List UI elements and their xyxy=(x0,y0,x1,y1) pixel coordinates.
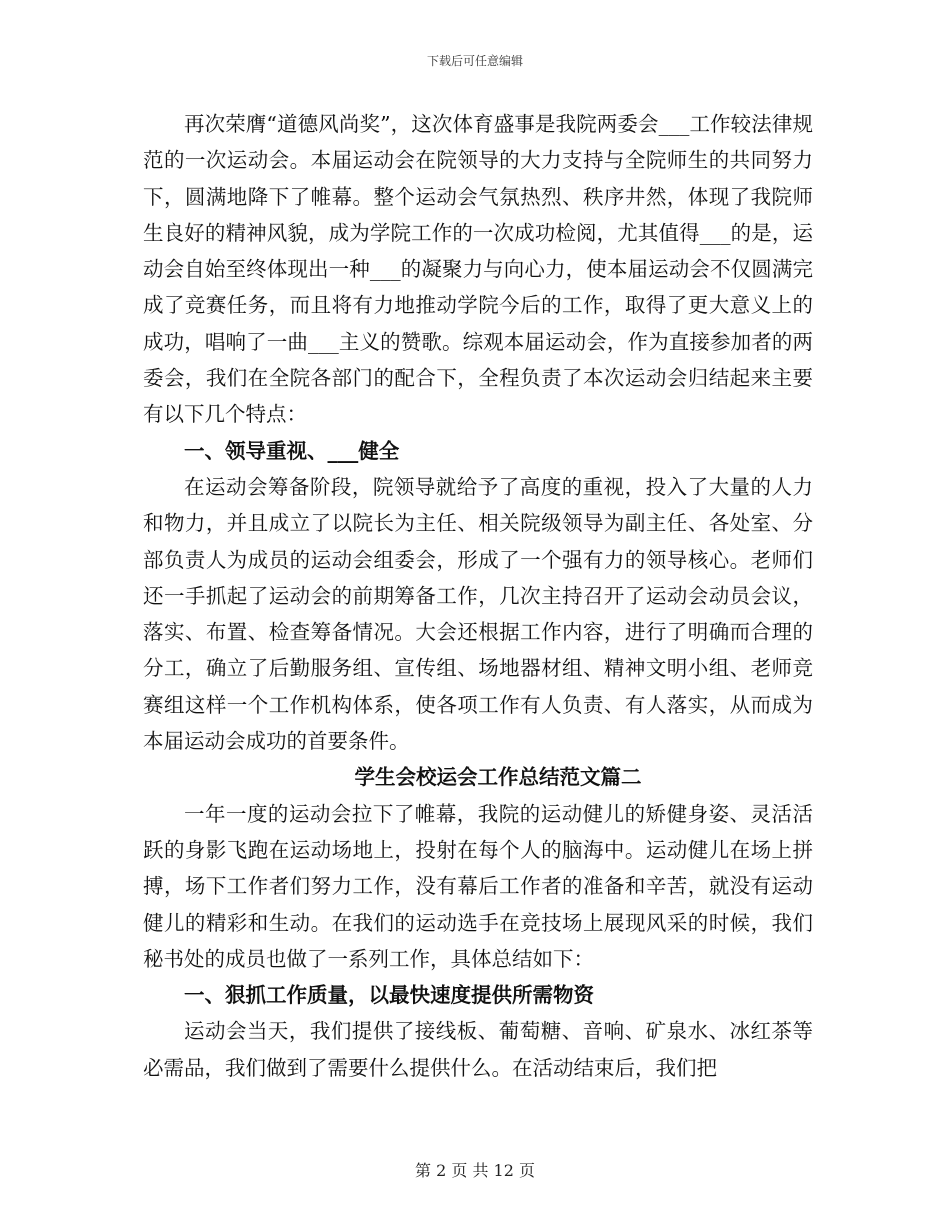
section-heading-leadership: 一、领导重视、___健全 xyxy=(184,438,400,463)
page-header: 下载后可任意编辑 xyxy=(426,54,523,68)
document-body xyxy=(143,106,813,1086)
article-title-part-two: 学生会校运会工作总结范文篇二 xyxy=(354,765,642,790)
paragraph-intro: 再次荣膺“道德风尚奖”，这次体育盛事是我院两委会___工作较法律规范的一次运动会。本届运动会在院领导的大力支持与全院师生的共同努力下，圆满地降下了帷幕。整个运动会气氛热烈、秩序井然，体现了我院师生良好的精神风貌，成为学院工作的一次成功检阅，尤其值得___的是，运动会自始至终体现出一种___的凝聚力与向心力，使本届运动会不仅圆满完成了竞赛任务，而且将有力地推动学院今后的工作，取得了更大意义上的成功，唱响了一曲___主义的赞歌。综观本届运动会，作为直接参加者的两委会，我们在全院各部门的配合下，全程负责了本次运动会归结起来主要有以下几个特点： xyxy=(143,112,813,427)
paragraph-quality: 运动会当天，我们提供了接线板、葡萄糖、音响、矿泉水、冰红茶等必需品，我们做到了需要什么提供什么。在活动结束后，我们把 xyxy=(143,1019,813,1080)
section-heading-quality: 一、狠抓工作质量，以最快速度提供所需物资 xyxy=(184,983,594,1008)
page-number: 第 2 页 共 12 页 xyxy=(415,1161,535,1180)
paragraph-part-two-intro: 一年一度的运动会拉下了帷幕，我院的运动健儿的矫健身姿、灵活活跃的身影飞跑在运动场地上，投射在每个人的脑海中。运动健儿在场上拼搏，场下工作者们努力工作，没有幕后工作者的准备和辛苦，就没有运动健儿的精彩和生动。在我们的运动选手在竞技场上展现风采的时候，我们秘书处的成员也做了一系列工作，具体总结如下： xyxy=(143,801,813,971)
paragraph-leadership: 在运动会筹备阶段，院领导就给予了高度的重视，投入了大量的人力和物力，并且成立了以院长为主任、相关院级领导为副主任、各处室、分部负责人为成员的运动会组委会，形成了一个强有力的领导核心。老师们还一手抓起了运动会的前期筹备工作，几次主持召开了运动会动员会议，落实、布置、检查筹备情况。大会还根据工作内容，进行了明确而合理的分工，确立了后勤服务组、宣传组、场地器材组、精神文明小组、老师竞赛组这样一个工作机构体系，使各项工作有人负责、有人落实，从而成为本届运动会成功的首要条件。 xyxy=(143,474,813,754)
